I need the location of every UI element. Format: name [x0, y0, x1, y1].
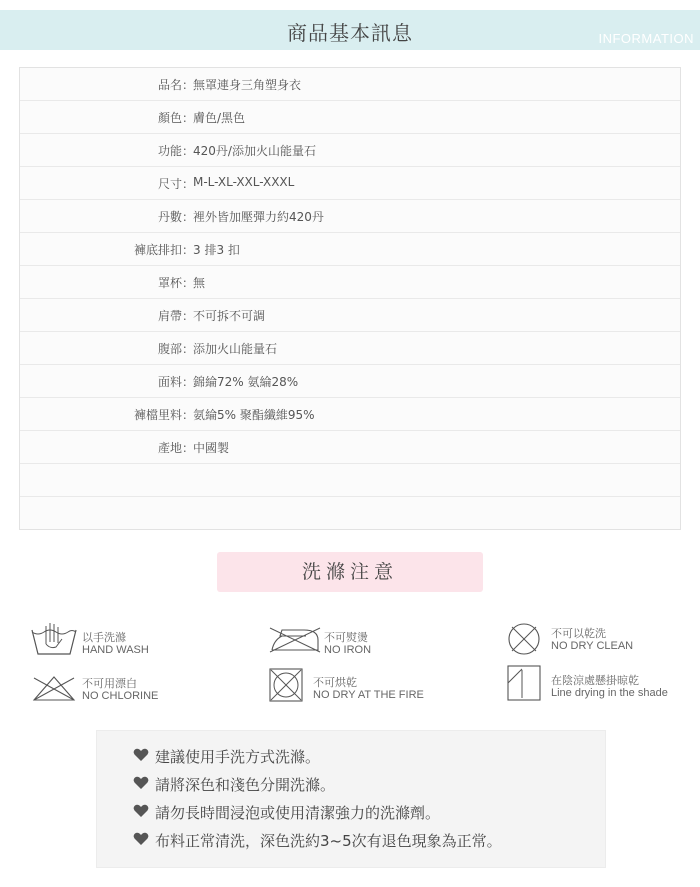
spec-value: M-L-XL-XXL-XXXL — [193, 175, 295, 189]
spec-value: 不可拆不可調 — [193, 309, 266, 323]
care-en: HAND WASH — [82, 644, 149, 656]
spec-row — [20, 430, 680, 463]
care-en: NO IRON — [324, 644, 372, 656]
spec-label: 罩杯： — [157, 276, 194, 290]
spec-label: 面料： — [157, 375, 194, 389]
spec-row — [20, 199, 680, 232]
spec-row — [20, 232, 680, 265]
heart-icon — [133, 832, 149, 846]
care-zh: 在陰涼處懸掛晾乾 — [551, 674, 639, 687]
spec-label: 丹數： — [157, 210, 194, 224]
care-en: Line drying in the shade — [551, 687, 668, 699]
no-dry-clean-icon — [506, 622, 542, 656]
hand-wash-icon — [30, 620, 78, 658]
spec-row-empty — [20, 496, 680, 529]
note-text: 請將深色和淺色分開洗滌。 — [155, 776, 336, 794]
care-item-hand-wash — [30, 620, 250, 660]
spec-value: 添加火山能量石 — [193, 342, 278, 356]
info-subtitle: INFORMATION — [598, 31, 694, 46]
spec-label: 功能： — [157, 144, 194, 158]
info-banner — [0, 10, 700, 50]
spec-row — [20, 397, 680, 430]
spec-value: 中國製 — [193, 441, 230, 455]
care-item-no-iron — [268, 626, 478, 660]
spec-value: 氨綸5% 聚酯纖維95% — [193, 408, 315, 422]
care-zh: 不可用漂白 — [82, 677, 137, 690]
spec-label: 產地： — [157, 441, 194, 455]
spec-label: 肩帶： — [157, 309, 194, 323]
heart-icon — [133, 804, 149, 818]
spec-label: 顏色： — [157, 111, 194, 125]
care-zh: 以手洗滌 — [82, 631, 126, 644]
care-zh: 不可熨燙 — [324, 631, 368, 644]
care-en: NO DRY AT THE FIRE — [313, 689, 424, 701]
care-item-no-dry-clean — [506, 622, 696, 656]
spec-value: 裡外皆加壓彈力約420丹 — [193, 210, 324, 224]
spec-table — [19, 67, 681, 530]
spec-row — [20, 265, 680, 298]
spec-row — [20, 68, 680, 100]
spec-row — [20, 331, 680, 364]
line-dry-shade-icon — [506, 664, 542, 702]
spec-label: 尺寸： — [157, 177, 194, 191]
spec-value: 無罩連身三角塑身衣 — [193, 78, 302, 92]
no-chlorine-icon — [32, 674, 76, 702]
no-tumble-dry-icon — [268, 667, 304, 703]
spec-row — [20, 298, 680, 331]
heart-icon — [133, 748, 149, 762]
spec-label: 褲檔里料： — [133, 408, 194, 422]
care-item-no-tumble-dry — [268, 667, 458, 703]
care-item-no-chlorine — [32, 674, 242, 704]
care-zh: 不可烘乾 — [313, 676, 357, 689]
spec-row — [20, 364, 680, 397]
care-notes — [96, 730, 606, 868]
note-text: 請勿長時間浸泡或使用清潔強力的洗滌劑。 — [155, 804, 441, 822]
info-title: 商品基本訊息 — [287, 21, 413, 45]
spec-value: 錦綸72% 氨綸28% — [193, 375, 299, 389]
heart-icon — [133, 776, 149, 790]
wash-title: 洗滌注意 — [217, 552, 483, 592]
spec-value: 420丹/添加火山能量石 — [193, 144, 316, 158]
no-iron-icon — [268, 626, 322, 654]
spec-value: 膚色/黑色 — [193, 111, 246, 125]
spec-row — [20, 166, 680, 199]
spec-label: 褲底排扣： — [133, 243, 194, 257]
note-text: 建議使用手洗方式洗滌。 — [155, 748, 321, 766]
note-text: 布料正常清洗，深色洗約3~5次有退色現象為正常。 — [155, 832, 502, 850]
spec-row-empty — [20, 463, 680, 496]
spec-value: 3 排3 扣 — [193, 243, 240, 257]
spec-row — [20, 133, 680, 166]
spec-row — [20, 100, 680, 133]
spec-label: 品名： — [157, 78, 194, 92]
care-en: NO CHLORINE — [82, 690, 159, 702]
care-item-line-dry-shade — [506, 664, 696, 704]
spec-label: 腹部： — [157, 342, 194, 356]
spec-value: 無 — [193, 276, 206, 290]
care-en: NO DRY CLEAN — [551, 640, 634, 652]
care-zh: 不可以乾洗 — [551, 627, 606, 640]
